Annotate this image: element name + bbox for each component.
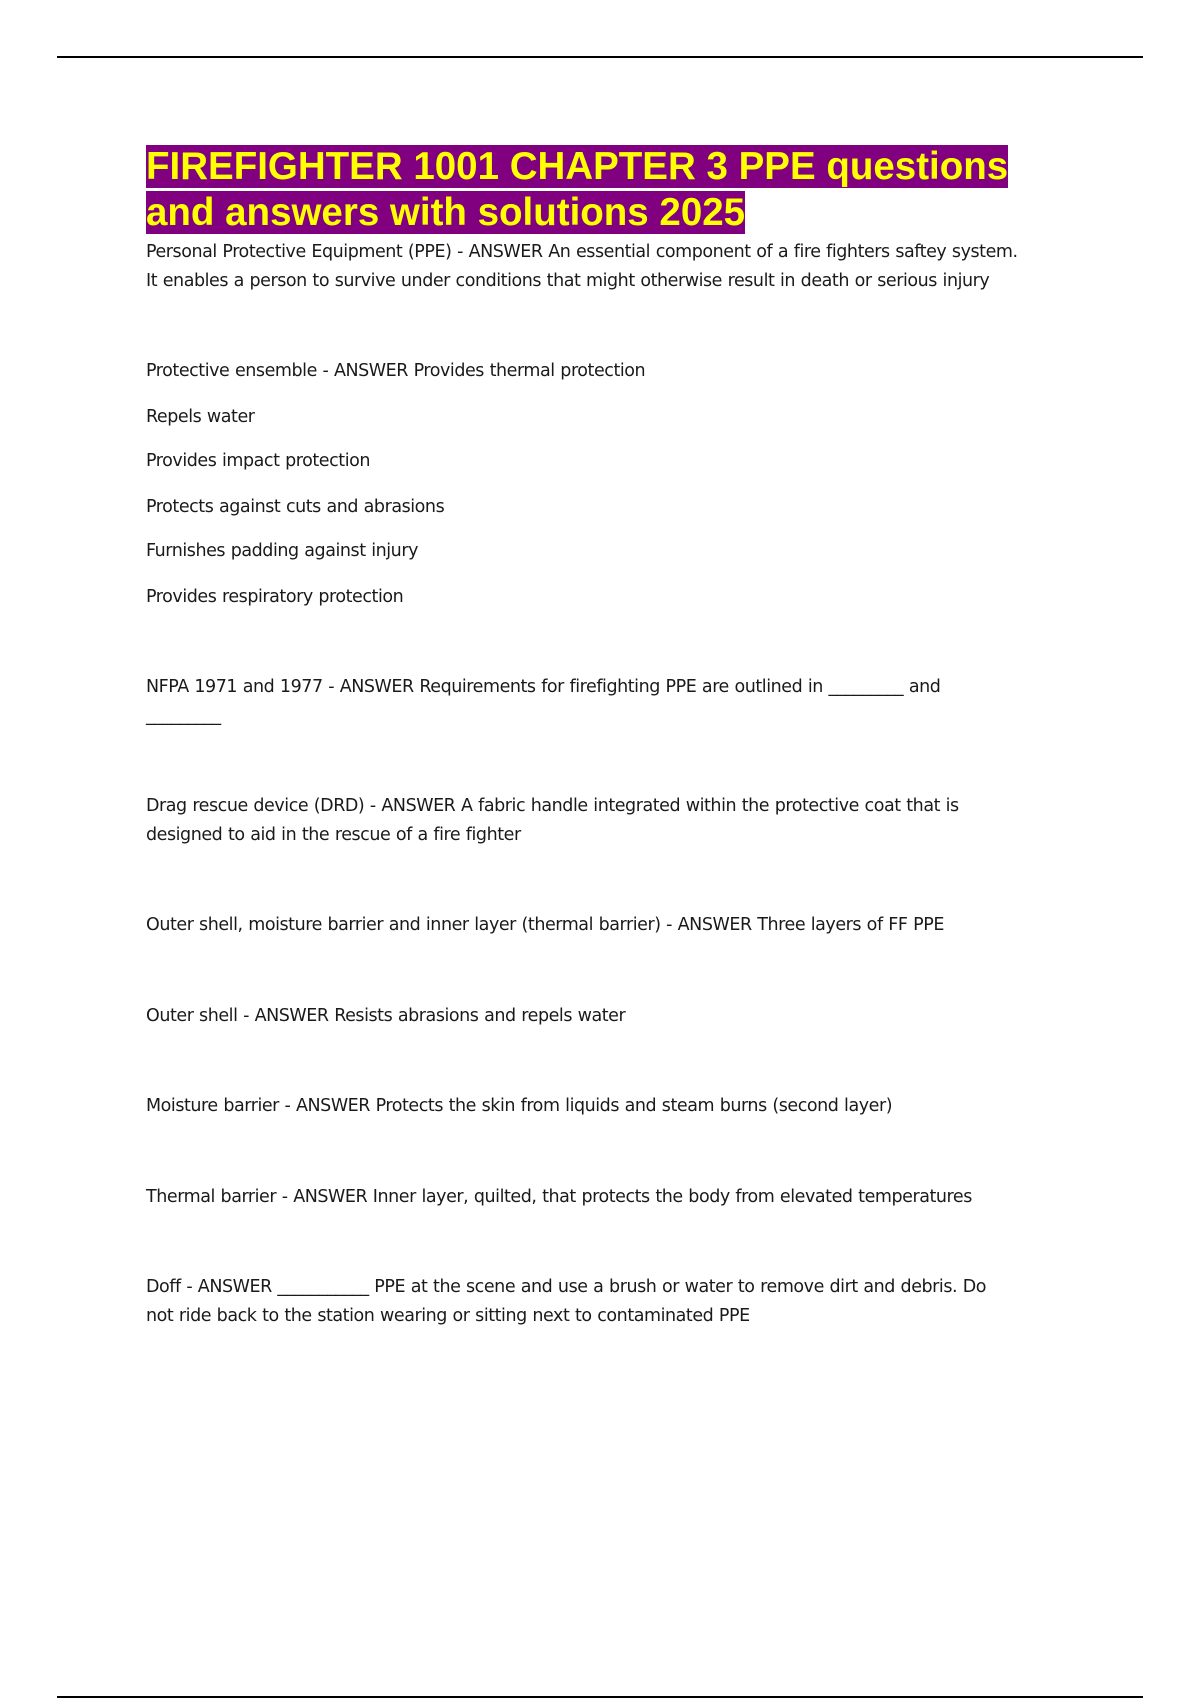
qa-drag-rescue-device [146,792,1086,849]
qa-doff-line-2: not ride back to the station wearing or sitting next to contaminated PPE [146,1305,750,1326]
qa-intro-line-1: Personal Protective Equipment (PPE) - ANSWER An essential component of a fire fighters saftey system. [146,242,1018,262]
list-item: Protective ensemble - ANSWER Provides thermal protection [146,361,646,381]
qa-nfpa-line-2: _________ [146,705,221,726]
list-item: Protects against cuts and abrasions [146,496,445,517]
qa-moisture-barrier: Moisture barrier - ANSWER Protects the skin from liquids and steam burns (second layer) [146,1096,893,1116]
document-body [146,144,1086,1330]
list-item: Provides impact protection [146,451,371,471]
qa-protective-ensemble [146,357,1086,611]
title-line-2: and answers with solutions 2025 [146,191,746,234]
list-item: Furnishes padding against injury [146,541,418,561]
qa-drd-line-1: Drag rescue device (DRD) - ANSWER A fabric handle integrated within the protective coat that is [146,796,959,816]
qa-three-layers: Outer shell, moisture barrier and inner layer (thermal barrier) - ANSWER Three layers of FF PPE [146,915,944,935]
qa-intro-line-2: It enables a person to survive under conditions that might otherwise result in death or serious injury [146,270,990,291]
qa-doff-line-1: Doff - ANSWER ___________ PPE at the scene and use a brush or water to remove dirt and debris. Do [146,1277,986,1297]
header-rule [57,56,1143,58]
footer-rule [57,1696,1143,1698]
qa-drd-line-2: designed to aid in the rescue of a fire fighter [146,824,521,845]
title-line-1: FIREFIGHTER 1001 CHAPTER 3 PPE questions [146,145,1009,188]
qa-nfpa-line-1: NFPA 1971 and 1977 - ANSWER Requirements for firefighting PPE are outlined in _________ and [146,677,941,697]
qa-doff [146,1273,1086,1330]
qa-outer-shell: Outer shell - ANSWER Resists abrasions and repels water [146,1005,626,1026]
list-item: Provides respiratory protection [146,586,404,607]
qa-nfpa [146,673,1086,730]
document-title [146,144,1086,236]
qa-intro [146,238,1086,295]
list-item: Repels water [146,406,255,427]
qa-thermal-barrier: Thermal barrier - ANSWER Inner layer, quilted, that protects the body from elevated temperatures [146,1186,972,1207]
